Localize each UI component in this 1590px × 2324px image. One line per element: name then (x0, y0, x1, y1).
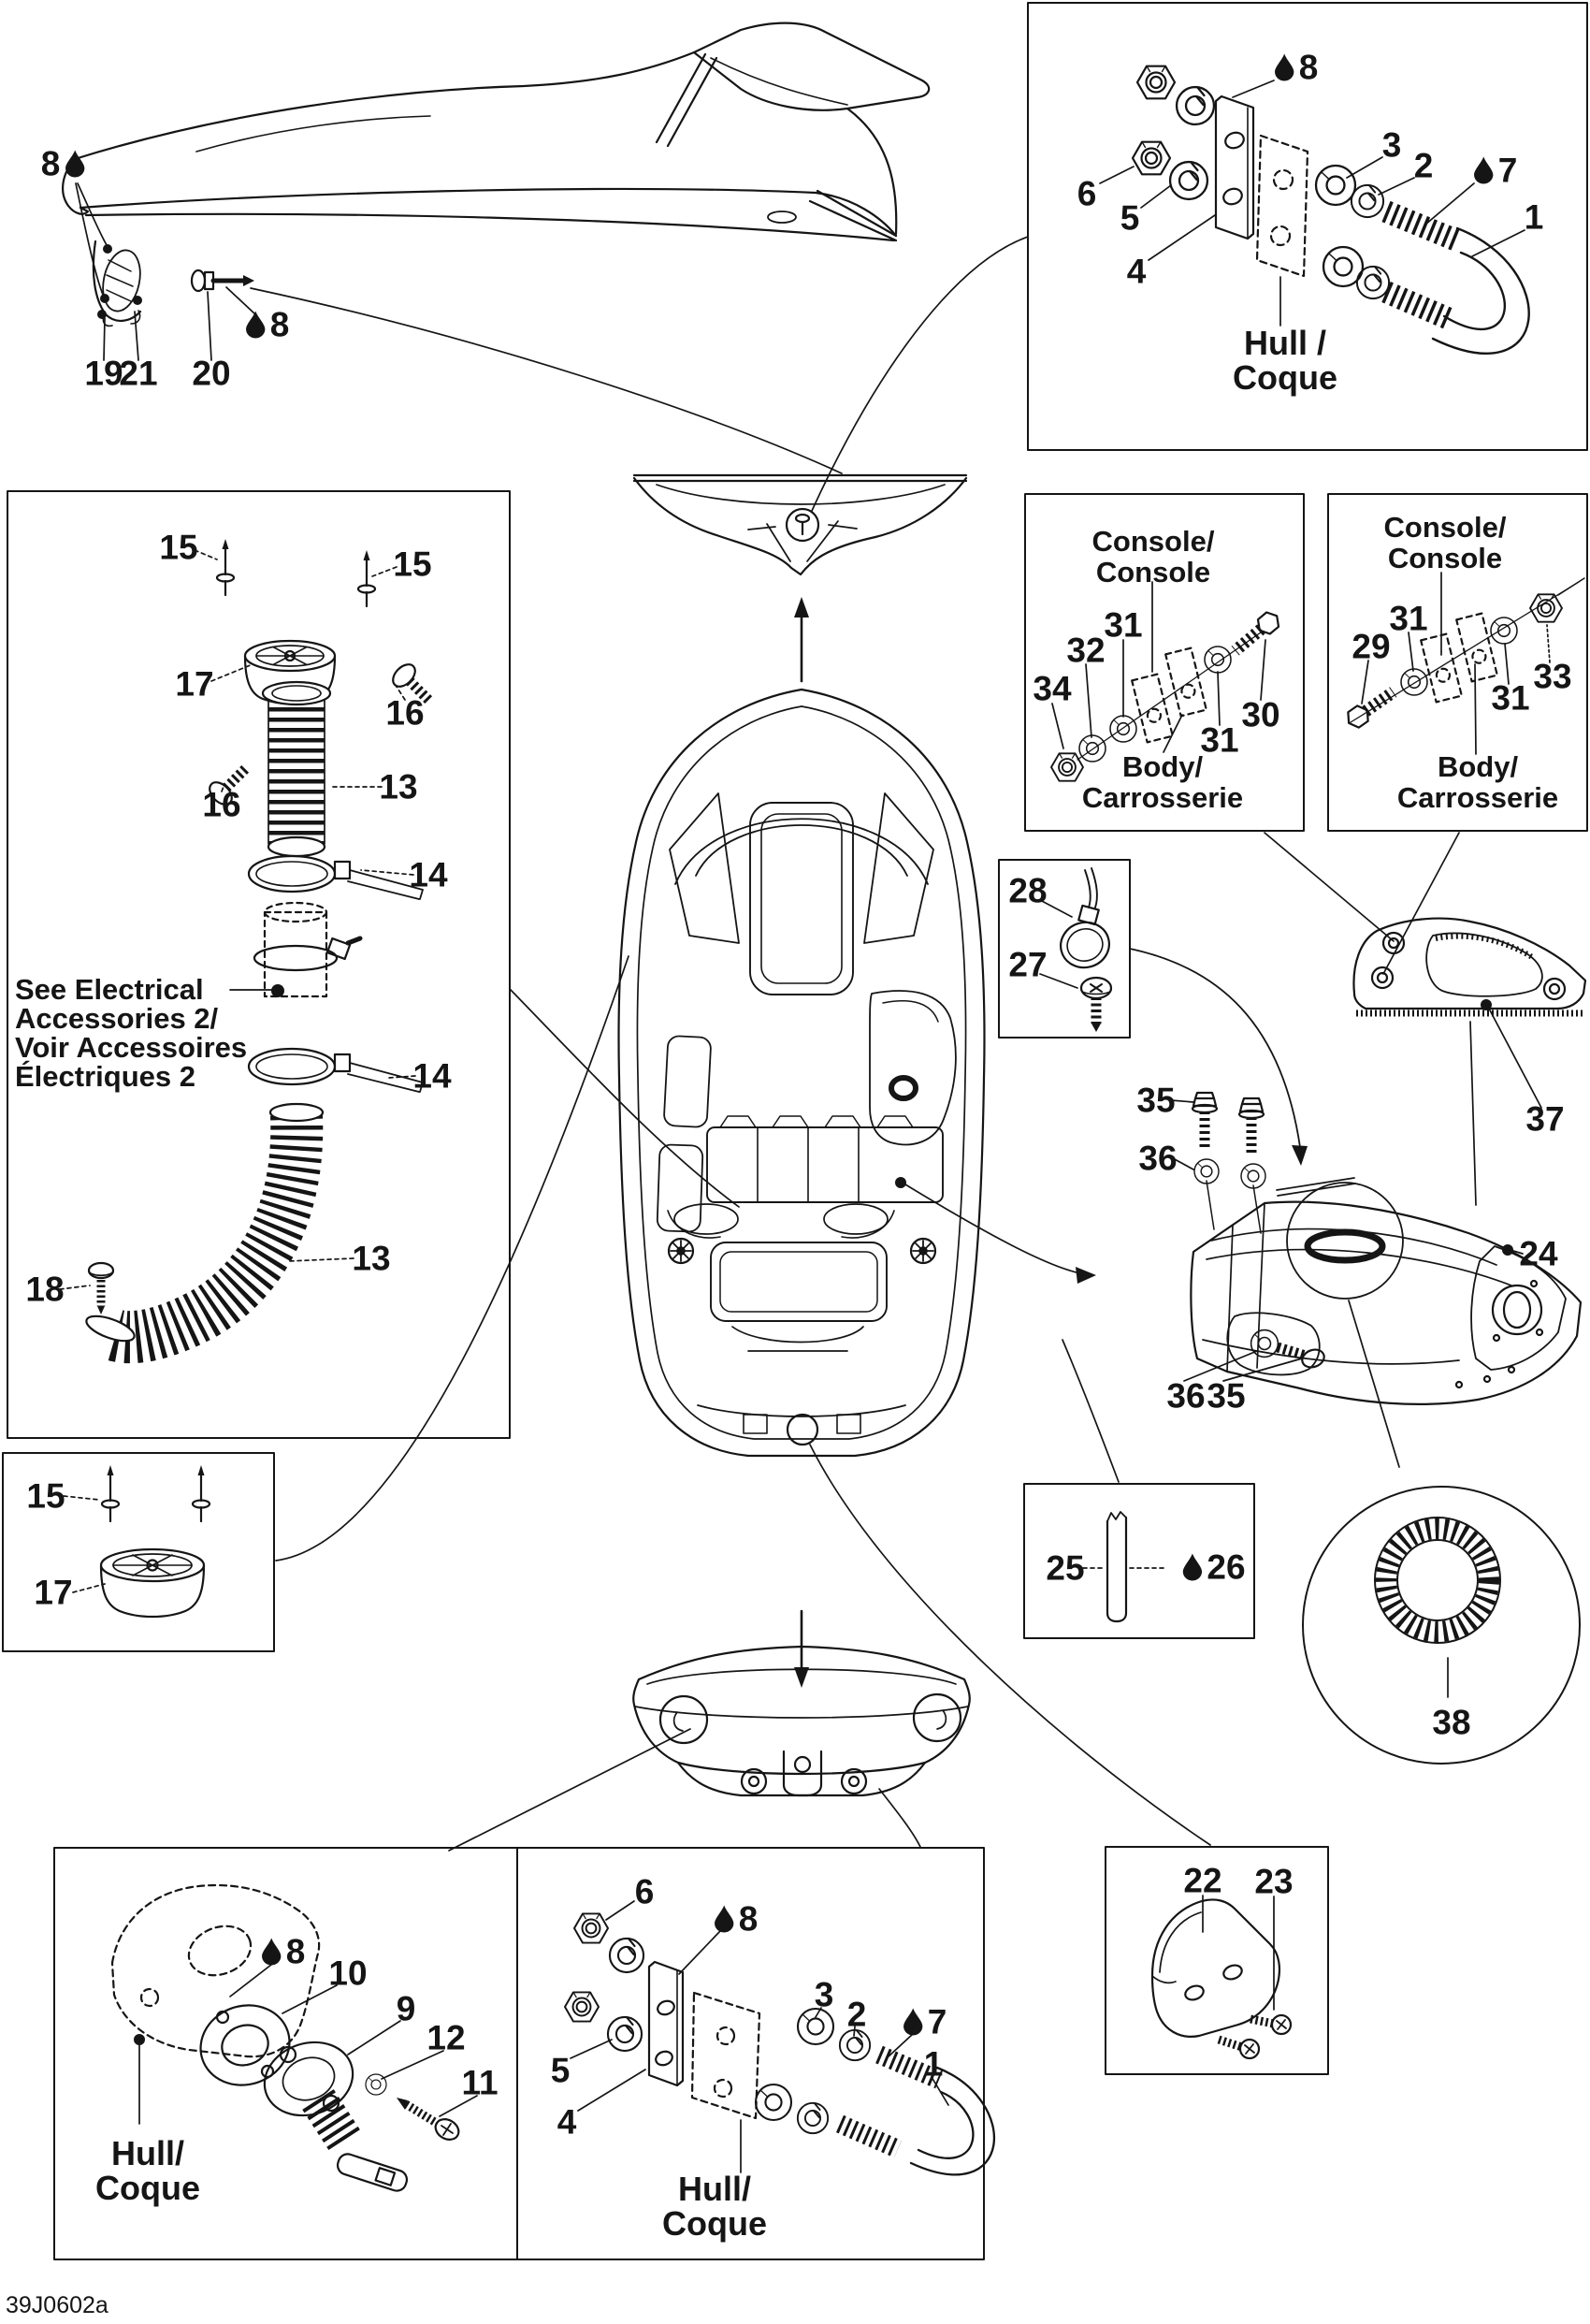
ubolt-top-box (1028, 3, 1587, 450)
bracket-37 (1265, 833, 1585, 1205)
vent-hose-assembly (60, 539, 440, 1346)
tube-assembly (1062, 1340, 1165, 1621)
callout-13-b-text: 13 (352, 1239, 391, 1278)
callout-17-hose-text: 17 (175, 664, 214, 704)
callout-3-bottom-text: 3 (814, 1975, 834, 2014)
callout-31-right-1-text: 31 (1389, 599, 1428, 638)
callout-28-text: 28 (1008, 871, 1048, 910)
drawing-code: 39J0602a (6, 2292, 108, 2318)
callout-6-bottom-text: 6 (634, 1872, 655, 1911)
callout-2-top-right-text: 2 (1413, 146, 1434, 185)
callout-31-right-2-text: 31 (1491, 678, 1530, 718)
callout-31-left-1-text: 31 (1104, 605, 1143, 645)
cover-22 (1152, 1899, 1279, 2036)
callout-21-text: 21 (119, 354, 158, 393)
callout-15-box-text: 15 (26, 1476, 65, 1516)
callout-20-text: 20 (192, 354, 231, 393)
caption-line: Hull/ (678, 2170, 751, 2208)
drain-plug-box (54, 1848, 517, 2259)
callout-26-text: 26 (1207, 1547, 1246, 1587)
step-support-24 (1171, 1093, 1581, 1404)
ubolt-bottom-assembly (565, 1901, 994, 2174)
caption-line: Hull/ (111, 2134, 184, 2172)
screws-23 (1219, 2015, 1291, 2058)
note-line: Voir Accessoires (15, 1031, 248, 1064)
screw-35a (1192, 1093, 1217, 1151)
caption-line: Body/ (1121, 750, 1204, 783)
caption-line: Carrosserie (1396, 781, 1559, 814)
vent-cap-box (3, 1453, 274, 1651)
side-view-leaders (76, 183, 1028, 511)
console-right-assembly (1343, 573, 1584, 754)
u-bolt (1433, 228, 1529, 354)
cable-tie-a (249, 856, 423, 899)
callout-16-b-text: 16 (202, 785, 241, 824)
callout-4-top-right-text: 4 (1126, 252, 1147, 291)
bow-cowl-piece (634, 475, 966, 681)
detail-boxes (3, 3, 1587, 2259)
caption-line: Coque (95, 2169, 200, 2207)
callout-4-bottom-text: 4 (556, 2102, 577, 2142)
callout-7-top-right-text: 7 (1497, 151, 1518, 190)
tube-box (1024, 1484, 1254, 1638)
callout-8-bow-rivet-text: 8 (269, 305, 290, 344)
caption-line: Console (1095, 556, 1211, 588)
vent-cap-assembly (64, 1465, 210, 1617)
callout-24-text: 24 (1519, 1234, 1558, 1273)
screw-11 (397, 2098, 462, 2143)
console-right-box (1328, 494, 1587, 831)
callout-35-top-text: 35 (1136, 1081, 1176, 1120)
cover-assembly (1152, 1896, 1291, 2058)
callout-7-bottom-text: 7 (927, 2002, 947, 2041)
callout-8-bottom-text: 8 (738, 1899, 759, 1939)
caption-line: Coque (1233, 358, 1337, 397)
screw-16a (389, 661, 440, 711)
callout-8-drain-text: 8 (285, 1932, 306, 1971)
callout-14-a-text: 14 (409, 855, 448, 894)
callout-25-text: 25 (1046, 1548, 1085, 1588)
callout-37-text: 37 (1525, 1099, 1565, 1139)
tie-screw-box (999, 860, 1130, 1038)
watercraft-side-view (63, 23, 1028, 511)
console-left-assembly (1051, 582, 1283, 781)
callout-5-top-right-text: 5 (1120, 198, 1140, 238)
callout-31-left-2-text: 31 (1200, 720, 1239, 760)
callout-17-box-text: 17 (34, 1573, 73, 1612)
caption-line: Coque (662, 2204, 767, 2243)
bolt-29 (1343, 684, 1398, 731)
bolt-30 (1229, 609, 1282, 659)
callout-2-bottom-text: 2 (846, 1995, 867, 2034)
drain-plug-assembly (112, 1885, 477, 2193)
hull-top-view (276, 690, 1210, 1845)
caption-line: Hull / (1244, 324, 1326, 362)
caption-line: Console (1387, 542, 1503, 574)
clamp-canister (230, 903, 360, 997)
straight-hose-part (263, 682, 330, 856)
callout-9-text: 9 (396, 1989, 416, 2028)
callout-6-top-right-text: 6 (1077, 174, 1097, 213)
seal-ring (1308, 1232, 1382, 1260)
callout-3-top-right-text: 3 (1381, 125, 1402, 165)
drain-plug-9 (255, 2031, 410, 2193)
callout-29-text: 29 (1352, 627, 1391, 666)
screw-18 (89, 1263, 113, 1315)
curved-hose-part (83, 1104, 323, 1346)
callout-13-a-text: 13 (379, 767, 418, 806)
ubolt-top-assembly (1100, 66, 1529, 354)
callout-8-bow-text: 8 (40, 144, 61, 183)
tie-screw-assembly (1040, 868, 1308, 1166)
callout-18-text: 18 (25, 1270, 65, 1309)
callout-1-top-right-text: 1 (1524, 197, 1544, 237)
callout-19-text: 19 (84, 354, 123, 393)
callout-36-bottom-text: 36 (1166, 1376, 1206, 1416)
note-line: Électriques 2 (15, 1060, 195, 1093)
cable-tie-b (249, 1049, 423, 1092)
screw-27 (1081, 978, 1111, 1032)
hull-leaders (276, 956, 1210, 1845)
callout-10-text: 10 (328, 1954, 368, 1993)
caption-line: Body/ (1437, 750, 1519, 783)
callout-36-top-text: 36 (1138, 1139, 1178, 1178)
callout-30-text: 30 (1241, 695, 1280, 734)
callout-35-bottom-text: 35 (1207, 1376, 1246, 1416)
callout-16-a-text: 16 (385, 693, 425, 733)
callout-15-b-text: 15 (393, 545, 432, 584)
rivet-part (192, 270, 254, 291)
callout-1-bottom-text: 1 (923, 2044, 944, 2084)
seal-detail-38 (1303, 1300, 1580, 1764)
callout-14-b-text: 14 (412, 1056, 452, 1096)
toothed-ring (1386, 1529, 1489, 1632)
caption-line: Carrosserie (1081, 781, 1244, 814)
caption-line: Console/ (1091, 525, 1215, 558)
cover-box (1106, 1847, 1328, 2074)
fuel-filler-ring (891, 1078, 916, 1098)
callout-12-text: 12 (426, 2018, 466, 2057)
screw-16b (206, 758, 256, 808)
hull-gasket-dashed (1257, 136, 1308, 276)
screw-35b (1239, 1098, 1264, 1156)
note-line: See Electrical (15, 973, 204, 1006)
callout-27-text: 27 (1008, 945, 1048, 984)
callout-22-text: 22 (1183, 1861, 1222, 1900)
callout-32-text: 32 (1066, 631, 1106, 670)
ubolt-bottom-box (517, 1848, 984, 2259)
callout-15-a-text: 15 (159, 528, 198, 567)
callout-5-bottom-text: 5 (550, 2051, 571, 2090)
callout-23-text: 23 (1254, 1862, 1294, 1901)
callout-34-text: 34 (1033, 669, 1072, 708)
callout-8-top-right-text: 8 (1298, 48, 1319, 87)
callout-33-text: 33 (1533, 657, 1572, 696)
callout-11-text: 11 (461, 2063, 499, 2102)
callout-38-text: 38 (1432, 1703, 1471, 1742)
caption-line: Console/ (1383, 511, 1507, 544)
magnifier-circle (1287, 1183, 1403, 1299)
stern-rear-view (449, 1611, 970, 1851)
note-line: Accessories 2/ (15, 1002, 219, 1035)
